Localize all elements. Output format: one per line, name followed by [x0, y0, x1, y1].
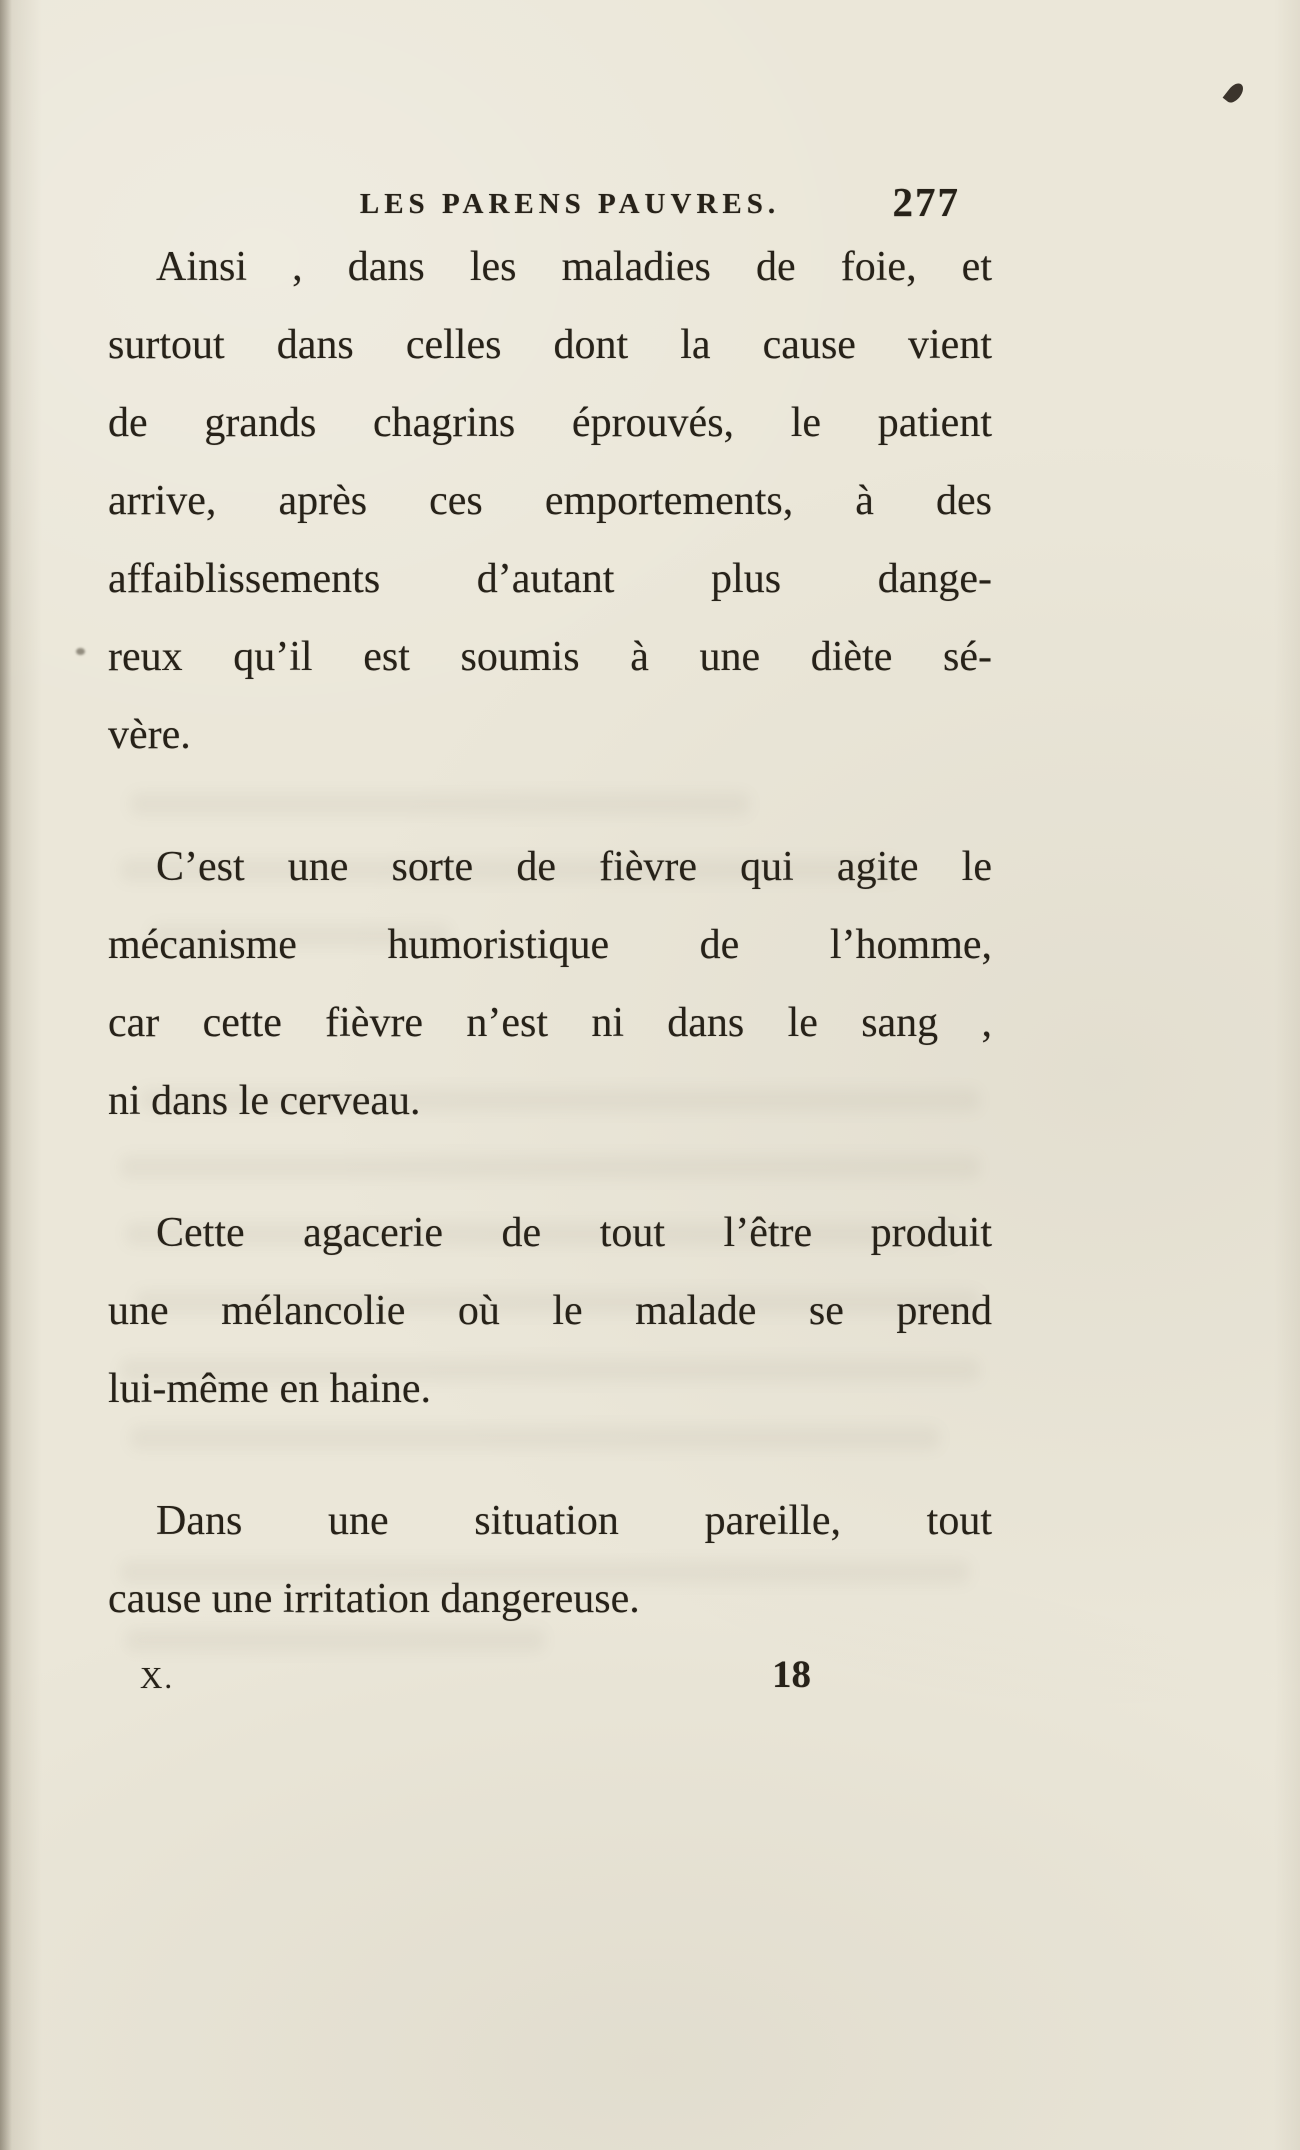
volume-signature: X.	[140, 1660, 175, 1695]
paragraph	[108, 1482, 992, 1638]
text-line: Cette agacerie de tout l’être produit	[156, 1210, 992, 1256]
text-line: lui-même en haine.	[108, 1366, 432, 1412]
ink-speck	[1223, 80, 1247, 105]
text-line: mécanisme humoristique de l’homme,	[108, 922, 992, 968]
text-line: vère.	[108, 712, 191, 758]
text-block	[108, 228, 992, 1638]
text-line: cause une irritation dangereuse.	[108, 1576, 640, 1622]
paragraph	[108, 1194, 992, 1428]
text-line: car cette fièvre n’est ni dans le sang ,	[108, 1000, 992, 1046]
running-title: LES PARENS PAUVRES.	[359, 188, 781, 220]
margin-speck	[76, 648, 85, 655]
text-line: Dans une situation pareille, tout	[156, 1498, 992, 1544]
text-line: Ainsi , dans les maladies de foie, et	[156, 244, 992, 290]
text-line: reux qu’il est soumis à une diète sé-	[108, 634, 992, 680]
text-line: ni dans le cerveau.	[108, 1078, 421, 1124]
binding-shadow	[0, 0, 12, 2150]
text-line: C’est une sorte de fièvre qui agite le	[156, 844, 992, 890]
sheet-number: 18	[772, 1653, 811, 1696]
text-line: arrive, après ces emportements, à des	[108, 478, 992, 524]
text-line: surtout dans celles dont la cause vient	[108, 322, 992, 368]
text-line: de grands chagrins éprouvés, le patient	[108, 400, 992, 446]
page-footer	[0, 1652, 1300, 1712]
text-line: une mélancolie où le malade se prend	[108, 1288, 992, 1334]
paragraph	[108, 228, 992, 774]
text-line: affaiblissements d’autant plus dange-	[108, 556, 992, 602]
paragraph	[108, 828, 992, 1140]
page-number: 277	[892, 179, 960, 225]
